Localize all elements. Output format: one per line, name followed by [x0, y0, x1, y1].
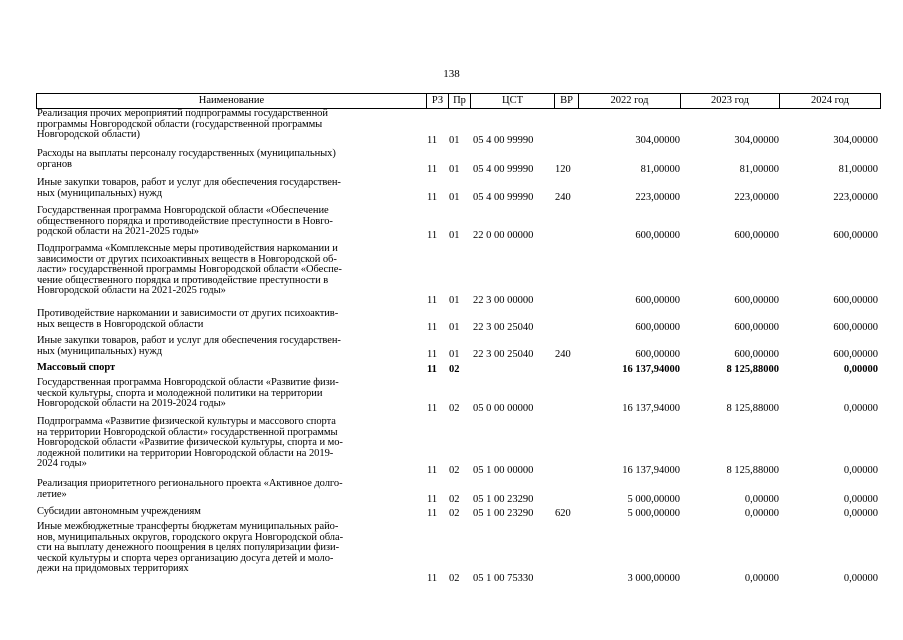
row-2022: 600,00000 [635, 322, 680, 333]
table-row-section [36, 363, 881, 376]
row-2024: 0,00000 [843, 494, 878, 505]
row-rz: 11 [427, 295, 438, 306]
row-rz: 11 [427, 349, 438, 360]
row-name: Расходы на выплаты персоналу государственных (муниципальных) органов [37, 148, 336, 170]
table-row [36, 417, 881, 477]
row-name: Иные закупки товаров, работ и услуг для обеспечения государствен- ных (муниципальных) нужд [37, 335, 341, 357]
row-2024: 600,00000 [833, 230, 878, 241]
row-pr: 02 [449, 364, 460, 375]
row-2024: 0,00000 [843, 364, 878, 375]
row-rz: 11 [427, 508, 438, 519]
header-cst: ЦСТ [470, 94, 554, 108]
row-2023: 8 125,88000 [726, 465, 779, 476]
row-2023: 0,00000 [744, 573, 779, 584]
row-name: Массовый спорт [37, 362, 116, 373]
row-pr: 01 [449, 349, 460, 360]
header-rz: РЗ [426, 94, 448, 108]
row-2023: 0,00000 [744, 508, 779, 519]
header-name: Наименование [198, 95, 265, 106]
row-cst: 05 0 00 00000 [473, 403, 534, 414]
header-vr: ВР [554, 94, 578, 108]
row-name: Иные межбюджетные трансферты бюджетам муниципальных райо- нов, муниципальных округов, городского округа Новгородской обла- сти на выплату денежного поощрения в целях популяризации физи- ческой культуры и спорта через организацию досуга детей и моло- дежи на придомовых территориях [37, 521, 344, 575]
row-2022: 600,00000 [635, 349, 680, 360]
header-2024: 2024 год [779, 94, 880, 108]
row-cst: 05 4 00 99990 [473, 164, 534, 175]
table-row [36, 309, 881, 334]
row-pr: 01 [449, 295, 460, 306]
row-pr: 01 [449, 135, 460, 146]
row-2023: 304,00000 [734, 135, 779, 146]
row-2024: 81,00000 [838, 164, 878, 175]
table-row [36, 507, 881, 520]
row-2022: 600,00000 [635, 295, 680, 306]
row-vr: 240 [555, 349, 571, 360]
row-2022: 81,00000 [640, 164, 680, 175]
row-2022: 5 000,00000 [627, 508, 680, 519]
row-cst: 22 3 00 25040 [473, 322, 534, 333]
row-pr: 01 [449, 230, 460, 241]
header-pr: Пр [448, 94, 470, 108]
table-row [36, 522, 881, 585]
row-2023: 600,00000 [734, 230, 779, 241]
row-2024: 304,00000 [833, 135, 878, 146]
row-name: Противодействие наркомании и зависимости от других психоактив- ных веществ в Новгородской области [37, 308, 339, 330]
page-number: 138 [443, 68, 460, 80]
row-cst: 22 3 00 00000 [473, 295, 534, 306]
row-pr: 02 [449, 573, 460, 584]
row-pr: 01 [449, 164, 460, 175]
row-2022: 16 137,94000 [622, 465, 680, 476]
row-2024: 0,00000 [843, 465, 878, 476]
row-2023: 223,00000 [734, 192, 779, 203]
row-2024: 0,00000 [843, 403, 878, 414]
row-rz: 11 [427, 164, 438, 175]
row-cst: 05 4 00 99990 [473, 135, 534, 146]
row-cst: 05 4 00 99990 [473, 192, 534, 203]
row-pr: 01 [449, 322, 460, 333]
row-name: Реализация приоритетного регионального проекта «Активное долго- летие» [37, 478, 343, 500]
table-row [36, 149, 881, 176]
row-2023: 600,00000 [734, 349, 779, 360]
row-2024: 600,00000 [833, 295, 878, 306]
row-2022: 16 137,94000 [622, 403, 680, 414]
row-pr: 02 [449, 465, 460, 476]
table-row [36, 336, 881, 361]
row-2024: 223,00000 [833, 192, 878, 203]
row-2022: 304,00000 [635, 135, 680, 146]
row-2023: 81,00000 [739, 164, 779, 175]
row-2022: 223,00000 [635, 192, 680, 203]
row-rz: 11 [427, 322, 438, 333]
row-cst: 22 0 00 00000 [473, 230, 534, 241]
row-rz: 11 [427, 403, 438, 414]
row-2023: 8 125,88000 [726, 403, 779, 414]
row-pr: 02 [449, 403, 460, 414]
row-2023: 600,00000 [734, 322, 779, 333]
table-row [36, 244, 881, 307]
row-rz: 11 [427, 465, 438, 476]
row-2024: 600,00000 [833, 349, 878, 360]
row-pr: 02 [449, 508, 460, 519]
row-cst: 05 1 00 23290 [473, 508, 534, 519]
header-2023: 2023 год [680, 94, 779, 108]
row-cst: 05 1 00 75330 [473, 573, 534, 584]
row-name: Реализация прочих мероприятий подпрограммы государственной программы Новгородской области (государственной программы Новгородской области) [37, 108, 328, 141]
row-rz: 11 [427, 192, 438, 203]
row-2022: 16 137,94000 [622, 364, 680, 375]
row-2024: 0,00000 [843, 508, 878, 519]
row-cst: 22 3 00 25040 [473, 349, 534, 360]
row-rz: 11 [427, 573, 438, 584]
row-cst: 05 1 00 00000 [473, 465, 534, 476]
row-name: Подпрограмма «Развитие физической культуры и массового спорта на территории Новгородской области» государственной программы Новгородской области «Развитие физической культуры, спорта и мо- лодежной политики на территории Новгородской области на 2019- 2024 годы» [37, 416, 343, 470]
row-pr: 02 [449, 494, 460, 505]
row-2022: 3 000,00000 [627, 573, 680, 584]
row-2024: 600,00000 [833, 322, 878, 333]
row-name: Государственная программа Новгородской области «Развитие физи- ческой культуры, спорта и молодежной политики на территории Новгородской области на 2019-2024 годы» [37, 377, 339, 410]
row-2023: 600,00000 [734, 295, 779, 306]
row-vr: 240 [555, 192, 571, 203]
table-row [36, 178, 881, 204]
table-row [36, 479, 881, 506]
row-name: Субсидии автономным учреждениям [37, 506, 201, 517]
table-row [36, 206, 881, 242]
row-2022: 600,00000 [635, 230, 680, 241]
row-rz: 11 [427, 230, 438, 241]
row-rz: 11 [427, 494, 438, 505]
row-rz: 11 [427, 364, 437, 375]
row-2023: 0,00000 [744, 494, 779, 505]
table-row [36, 378, 881, 415]
table-row [36, 109, 881, 147]
row-2023: 8 125,88000 [726, 364, 779, 375]
row-2024: 0,00000 [843, 573, 878, 584]
row-2022: 5 000,00000 [627, 494, 680, 505]
header-2022: 2022 год [578, 94, 680, 108]
row-vr: 620 [555, 508, 571, 519]
table-header [36, 93, 881, 109]
row-pr: 01 [449, 192, 460, 203]
row-cst: 05 1 00 23290 [473, 494, 534, 505]
row-name: Государственная программа Новгородской области «Обеспечение общественного порядка и противодействие преступности в Новго- родской области на 2021-2025 годы» [37, 205, 333, 238]
row-rz: 11 [427, 135, 438, 146]
row-name: Иные закупки товаров, работ и услуг для обеспечения государствен- ных (муниципальных) нужд [37, 177, 341, 199]
row-name: Подпрограмма «Комплексные меры противодействия наркомании и зависимости от других психоактивных веществ в Новгородской об- ласти» государственной программы Новгородской области «Обеспе- чение общественного порядка и противодействие преступности в Новгородской области на 2021-2025 годы» [37, 243, 342, 297]
row-vr: 120 [555, 164, 571, 175]
